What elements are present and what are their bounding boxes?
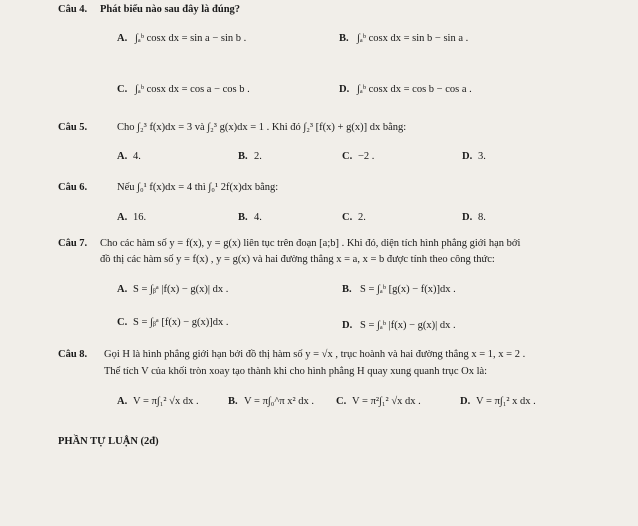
q7-stem-line1: Cho các hàm số y = f(x), y = g(x) liên tục trên đoạn [a;b] . Khi đó, diện tích hình phẳng giới hạn bởi bbox=[100, 238, 521, 249]
q6-option-c-label: C. bbox=[342, 212, 353, 223]
q6-option-b: 4. bbox=[254, 212, 262, 223]
q7-option-a-label: A. bbox=[117, 284, 128, 295]
q5-option-d: 3. bbox=[478, 151, 486, 162]
section-heading: PHẦN TỰ LUẬN (2đ) bbox=[58, 436, 159, 447]
q8-option-a: V = π∫₁² √x dx . bbox=[133, 396, 199, 407]
q8-option-b: V = π∫₀^π x² dx . bbox=[244, 396, 315, 407]
q6-number: Câu 6. bbox=[58, 182, 88, 193]
q4-option-b-label: B. bbox=[339, 33, 349, 44]
q6-option-b-label: B. bbox=[238, 212, 248, 223]
q5-option-a: 4. bbox=[133, 151, 141, 162]
q7-option-b: S = ∫ₐᵇ [g(x) − f(x)]dx . bbox=[360, 284, 456, 295]
q6-option-d: 8. bbox=[478, 212, 486, 223]
q6-option-a: 16. bbox=[133, 212, 147, 223]
q5-option-b-label: B. bbox=[238, 151, 248, 162]
q8-option-a-label: A. bbox=[117, 396, 128, 407]
q5-stem: Cho ∫₂³ f(x)dx = 3 và ∫₂³ g(x)dx = 1 . Khi đó ∫₂³ [f(x) + g(x)] dx bằng: bbox=[117, 122, 407, 133]
q5-option-d-label: D. bbox=[462, 151, 473, 162]
q6-option-a-label: A. bbox=[117, 212, 128, 223]
q8-option-d: V = π∫₁² x dx . bbox=[476, 396, 536, 407]
q5-option-a-label: A. bbox=[117, 151, 128, 162]
q5-number: Câu 5. bbox=[58, 122, 88, 133]
q4-option-a: ∫ₐᵇ cosx dx = sin a − sin b . bbox=[135, 33, 247, 44]
q5-option-b: 2. bbox=[254, 151, 262, 162]
q8-option-c: V = π²∫₁² √x dx . bbox=[352, 396, 421, 407]
q8-option-c-label: C. bbox=[336, 396, 347, 407]
q7-option-c: S = ∫ᵦᵃ [f(x) − g(x)]dx . bbox=[133, 317, 229, 328]
q7-stem-line2: đồ thị các hàm số y = f(x) , y = g(x) và hai đường thẳng x = a, x = b được tính theo công thức: bbox=[100, 254, 495, 265]
q8-option-b-label: B. bbox=[228, 396, 238, 407]
q7-option-a: S = ∫ᵦᵃ |f(x) − g(x)| dx . bbox=[133, 284, 229, 295]
q7-number: Câu 7. bbox=[58, 238, 88, 249]
q6-stem: Nếu ∫₀¹ f(x)dx = 4 thì ∫₀¹ 2f(x)dx bằng: bbox=[117, 182, 279, 193]
q6-option-d-label: D. bbox=[462, 212, 473, 223]
q4-option-c: ∫ₐᵇ cosx dx = cos a − cos b . bbox=[135, 84, 250, 95]
q4-option-c-label: C. bbox=[117, 84, 128, 95]
q5-option-c: −2 . bbox=[358, 151, 375, 162]
q8-stem-line1: Gọi H là hình phẳng giới hạn bởi đồ thị hàm số y = √x , trục hoành và hai đường thẳng x = 1, x = 2 . bbox=[104, 349, 526, 360]
q8-stem-line2: Thể tích V của khối tròn xoay tạo thành khi cho hình phẳng H quay xung quanh trục Ox là: bbox=[104, 366, 488, 377]
q5-option-c-label: C. bbox=[342, 151, 353, 162]
q4-stem: Phát biểu nào sau đây là đúng? bbox=[100, 4, 241, 15]
q6-option-c: 2. bbox=[358, 212, 366, 223]
q4-option-a-label: A. bbox=[117, 33, 128, 44]
q8-number: Câu 8. bbox=[58, 349, 88, 360]
q7-option-b-label: B. bbox=[342, 284, 352, 295]
q7-option-d-label: D. bbox=[342, 320, 353, 331]
q4-option-d: ∫ₐᵇ cosx dx = cos b − cos a . bbox=[357, 84, 472, 95]
q7-option-c-label: C. bbox=[117, 317, 128, 328]
q8-option-d-label: D. bbox=[460, 396, 471, 407]
q4-option-d-label: D. bbox=[339, 84, 350, 95]
q4-number: Câu 4. bbox=[58, 4, 88, 15]
q4-option-b: ∫ₐᵇ cosx dx = sin b − sin a . bbox=[357, 33, 469, 44]
q7-option-d: S = ∫ₐᵇ |f(x) − g(x)| dx . bbox=[360, 320, 456, 331]
